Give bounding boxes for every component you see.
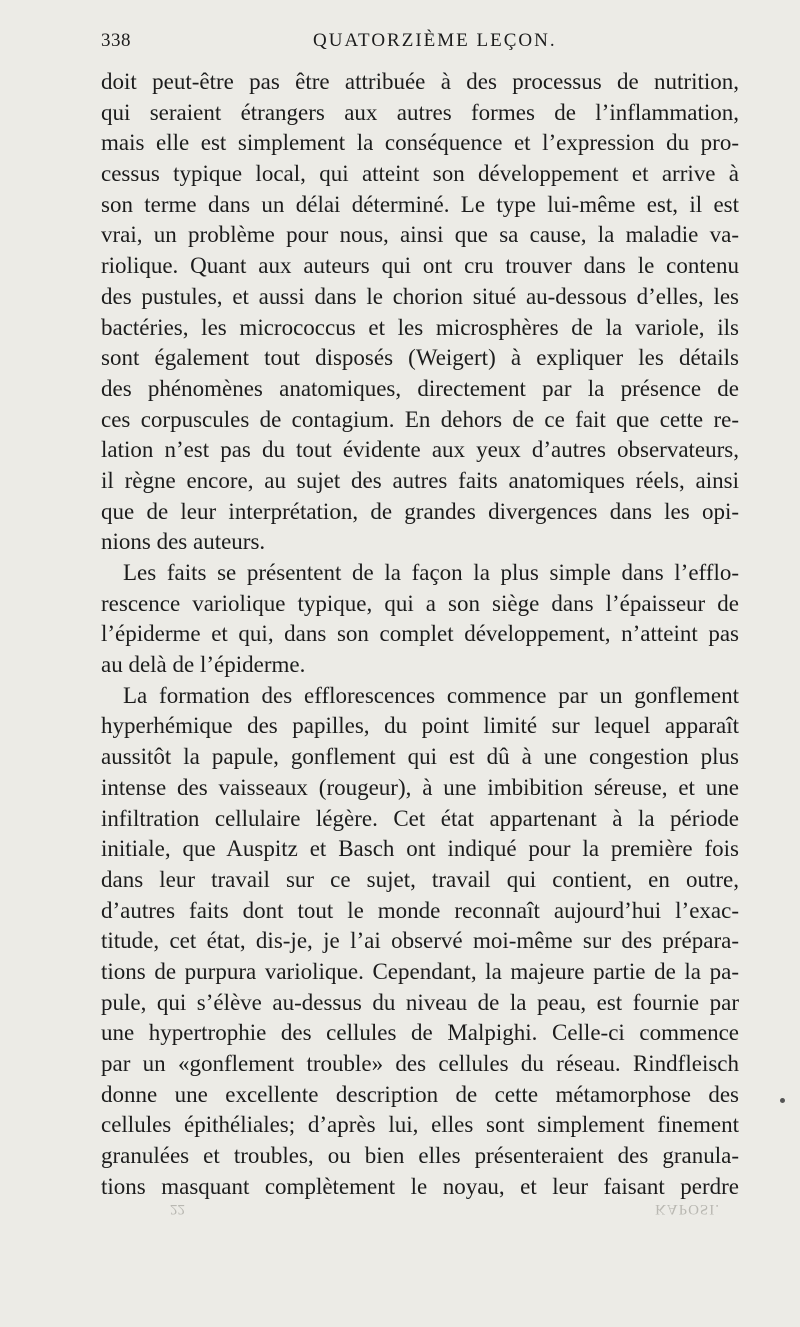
- text-line: bactéries, les micrococcus et les microsphères de la variole, ils: [101, 314, 739, 340]
- text-line: vrai, un problème pour nous, ainsi que sa cause, la maladie va-: [101, 222, 739, 248]
- text-line: tions masquant complètement le noyau, et leur faisant perdre: [101, 1173, 739, 1199]
- text-line: infiltration cellulaire légère. Cet état appartenant à la période: [101, 805, 739, 831]
- text-line: tions de purpura variolique. Cependant, la majeure partie de la pa-: [101, 958, 739, 984]
- text-line: son terme dans un délai déterminé. Le type lui-même est, il est: [101, 191, 739, 217]
- text-line: des pustules, et aussi dans le chorion situé au-dessous d’elles, les: [101, 283, 739, 309]
- text-line: doit peut-être pas être attribuée à des processus de nutrition,: [101, 69, 739, 94]
- text-line: par un «gonflement trouble» des cellules du réseau. Rindfleisch: [101, 1051, 739, 1076]
- text-line: des phénomènes anatomiques, directement par la présence de: [101, 375, 739, 401]
- text-line: ces corpuscules de contagium. En dehors de ce fait que cette re-: [101, 406, 739, 432]
- text-line: cessus typique local, qui atteint son développement et arrive à: [101, 161, 739, 187]
- text-line: Les faits se présentent de la façon la plus simple dans l’efflo-: [123, 560, 739, 585]
- text-line: hyperhémique des papilles, du point limité sur lequel apparaît: [101, 713, 739, 739]
- text-line: pule, qui s’élève au-dessus du niveau de la peau, est fournie par: [101, 989, 739, 1015]
- text-line: l’épiderme et qui, dans son complet développement, n’atteint pas: [101, 621, 739, 647]
- text-line: nions des auteurs.: [101, 529, 266, 555]
- text-line: riolique. Quant aux auteurs qui ont cru trouver dans le contenu: [101, 253, 739, 279]
- text-line: sont également tout disposés (Weigert) à expliquer les détails: [101, 345, 739, 371]
- text-line: qui seraient étrangers aux autres formes de l’inflammation,: [101, 99, 739, 125]
- text-line: titude, cet état, dis-je, je l’ai observé moi-même sur des prépara-: [101, 928, 739, 954]
- text-line: rescence variolique typique, qui a son siège dans l’épaisseur de: [101, 590, 739, 616]
- text-line: au delà de l’épiderme.: [101, 652, 306, 678]
- signature-number: 22: [170, 1201, 185, 1217]
- text-line: aussitôt la papule, gonflement qui est dû à une congestion plus: [101, 744, 739, 770]
- text-line: lation n’est pas du tout évidente aux yeux d’autres observateurs,: [101, 437, 739, 463]
- text-line: initiale, que Auspitz et Basch ont indiqué pour la première fois: [101, 836, 739, 862]
- body-text: [101, 67, 739, 1202]
- signature-name: KAPOSI.: [655, 1201, 720, 1217]
- text-line: il règne encore, au sujet des autres faits anatomiques réels, ainsi: [101, 467, 739, 493]
- text-line: mais elle est simplement la conséquence et l’expression du pro-: [101, 130, 739, 156]
- signature-mark: [160, 1200, 720, 1230]
- page-number: 338: [101, 30, 131, 51]
- running-title: QUATORZIÈME LEÇON.: [313, 30, 557, 51]
- text-line: d’autres faits dont tout le monde reconnaît aujourd’hui l’exac-: [101, 897, 739, 923]
- text-line: que de leur interprétation, de grandes divergences dans les opi-: [101, 498, 739, 524]
- page-edge-dot: [780, 1098, 785, 1103]
- text-line: dans leur travail sur ce sujet, travail qui contient, en outre,: [101, 866, 739, 892]
- text-line: une hypertrophie des cellules de Malpighi. Celle-ci commence: [101, 1020, 739, 1046]
- text-line: La formation des efflorescences commence par un gonflement: [123, 682, 739, 708]
- text-line: cellules épithéliales; d’après lui, elles sont simplement finement: [101, 1112, 739, 1138]
- page-header: [101, 30, 741, 62]
- text-line: intense des vaisseaux (rougeur), à une imbibition séreuse, et une: [101, 774, 739, 800]
- text-line: granulées et troubles, ou bien elles présenteraient des granula-: [101, 1143, 739, 1169]
- text-line: donne une excellente description de cette métamorphose des: [101, 1081, 739, 1107]
